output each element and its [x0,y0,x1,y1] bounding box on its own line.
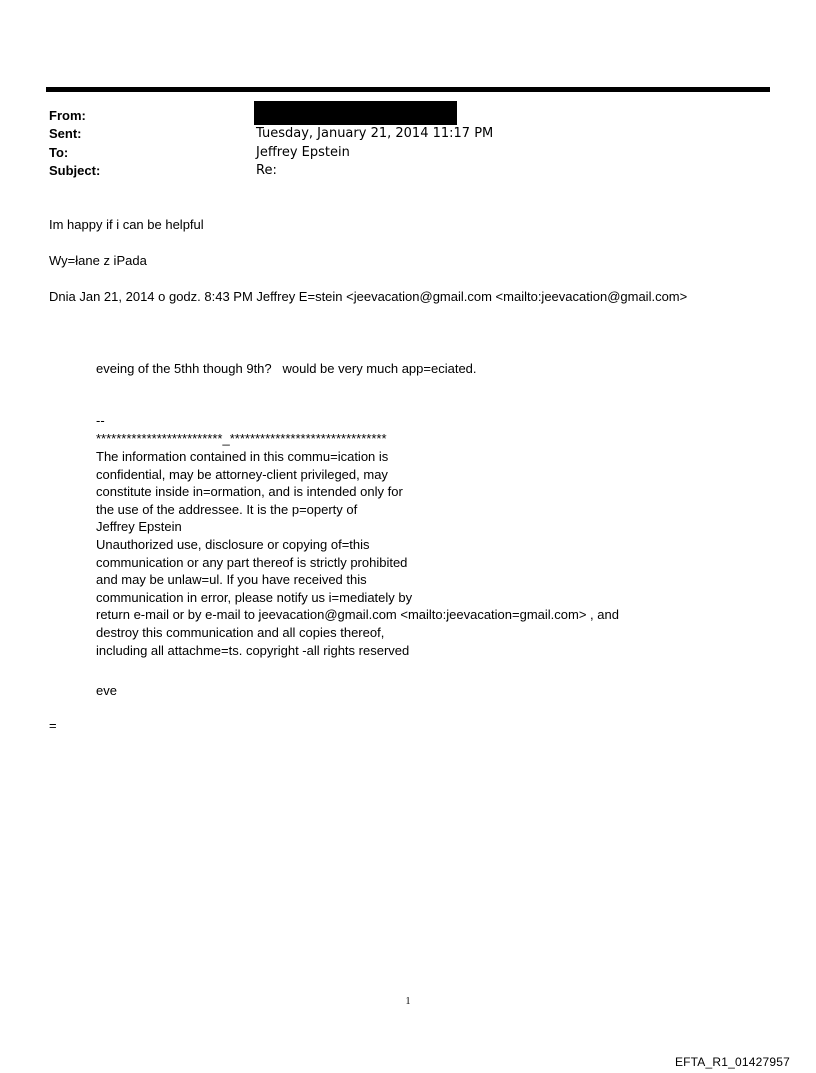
disclaimer-line: destroy this communication and all copies thereof, [96,624,385,640]
signature-stars: *************************_******************************* [96,431,387,446]
disclaimer-line: including all attachme=ts. copyright -all rights reserved [96,642,410,658]
subject-value: Re: [256,163,277,178]
body-line-3: Dnia Jan 21, 2014 o godz. 8:43 PM Jeffrey E=stein <jeevacation@gmail.com <mailto:jeevacation@gmail.com> [49,289,688,304]
disclaimer-line: and may be unlaw=ul. If you have received this [96,572,367,588]
document-id: EFTA_R1_01427957 [674,1055,790,1069]
disclaimer-block [96,448,619,659]
disclaimer-line: communication or any part thereof is strictly prohibited [96,554,408,570]
disclaimer-line: return e-mail or by e-mail to jeevacation@gmail.com <mailto:jeevacation=gmail.com> , and [96,607,619,623]
disclaimer-line: Jeffrey Epstein [96,519,182,535]
redacted-from-value [254,101,457,125]
trailing-equals: = [49,718,57,733]
eve-text: eve [96,683,117,698]
to-label: To: [49,145,69,160]
sent-value: Tuesday, January 21, 2014 11:17 PM [256,126,494,141]
page-number: 1 [405,996,411,1007]
quoted-text: eveing of the 5thh though 9th? would be very much app=eciated. [96,361,477,376]
from-label: From: [49,108,86,123]
sent-label: Sent: [49,126,82,141]
subject-label: Subject: [49,163,101,178]
to-value: Jeffrey Epstein [256,145,350,160]
disclaimer-line: the use of the addressee. It is the p=operty of [96,501,358,517]
body-line-1: Im happy if i can be helpful [49,217,204,232]
disclaimer-line: constitute inside in=ormation, and is intended only for [96,484,403,500]
body-line-2: Wy=łane z iPada [49,253,147,268]
disclaimer-line: Unauthorized use, disclosure or copying of=this [96,536,370,552]
signature-dashes: -- [96,413,105,428]
disclaimer-line: communication in error, please notify us i=mediately by [96,589,413,605]
header-rule [46,87,770,92]
disclaimer-line: The information contained in this commu=ication is [96,449,389,464]
disclaimer-line: confidential, may be attorney-client privileged, may [96,466,388,482]
